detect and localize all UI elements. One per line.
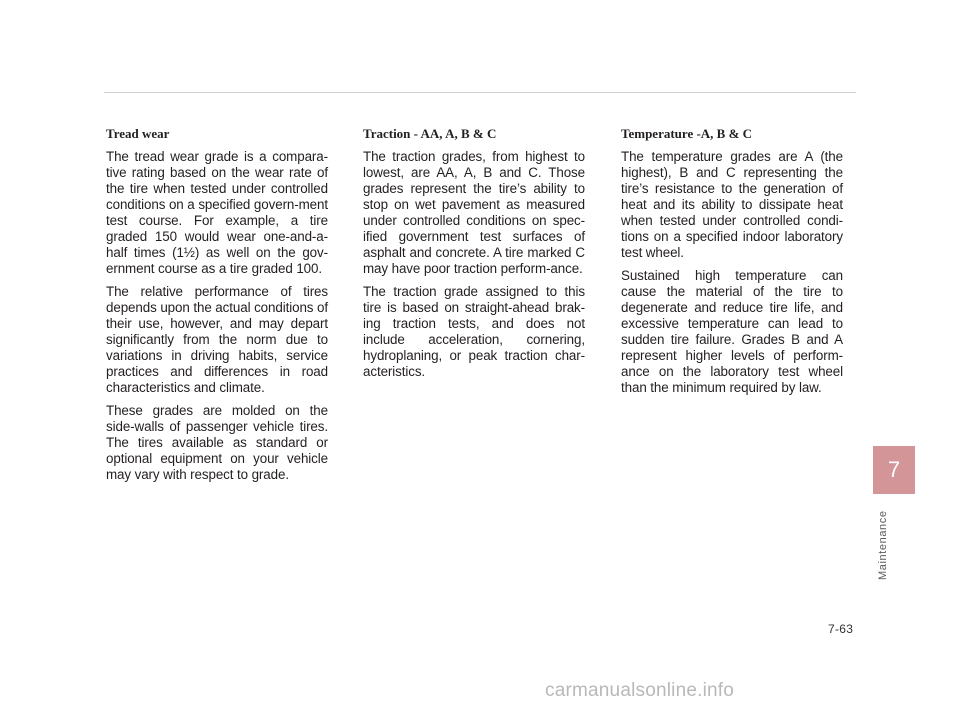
paragraph: The relative performance of tires depends upon the actual conditions of their use, however, and may depart significantly from the norm due to variations in driving habits, service practices and differences in road characteristics and climate. xyxy=(106,284,328,395)
chapter-tab: 7 xyxy=(873,446,915,494)
section-heading-traction: Traction - AA, A, B & C xyxy=(363,126,497,141)
chapter-label: Maintenance xyxy=(877,510,889,580)
page-number: 7-63 xyxy=(828,622,854,636)
paragraph: The traction grades, from highest to lowest, are AA, A, B and C. Those grades represent the tire’s ability to stop on wet pavement as measured under controlled conditions on spec-ified government test surfaces of asphalt and concrete. A tire marked C may have poor traction perform-ance. xyxy=(363,149,585,276)
column-tread-wear xyxy=(106,126,328,490)
paragraph: The traction grade assigned to this tire is based on straight-ahead brak-ing traction tests, and does not include acceleration, cornering, hydroplaning, or peak traction char-acteristics. xyxy=(363,284,585,379)
paragraph: The tread wear grade is a compara-tive rating based on the wear rate of the tire when tested under controlled conditions on a specified govern-ment test course. For example, a tire graded 150 would wear one-and-a-half times (1½) as well on the gov-ernment course as a tire graded 100. xyxy=(106,149,328,276)
column-temperature xyxy=(621,126,843,403)
top-divider xyxy=(104,92,856,93)
paragraph: These grades are molded on the side-walls of passenger vehicle tires. The tires available as standard or optional equipment on your vehicle may vary with respect to grade. xyxy=(106,403,328,482)
paragraph: Sustained high temperature can cause the material of the tire to degenerate and reduce tire life, and excessive temperature can lead to sudden tire failure. Grades B and A represent higher levels of perform-ance on the laboratory test wheel than the minimum required by law. xyxy=(621,268,843,395)
section-heading-temperature: Temperature -A, B & C xyxy=(621,126,753,141)
watermark: carmanualsonline.info xyxy=(545,680,735,701)
paragraph: The temperature grades are A (the highest), B and C representing the tire’s resistance to the generation of heat and its ability to dissipate heat when tested under controlled condi-tions on a specified indoor laboratory test wheel. xyxy=(621,149,843,260)
column-traction xyxy=(363,126,585,387)
section-heading-tread-wear: Tread wear xyxy=(106,126,170,141)
